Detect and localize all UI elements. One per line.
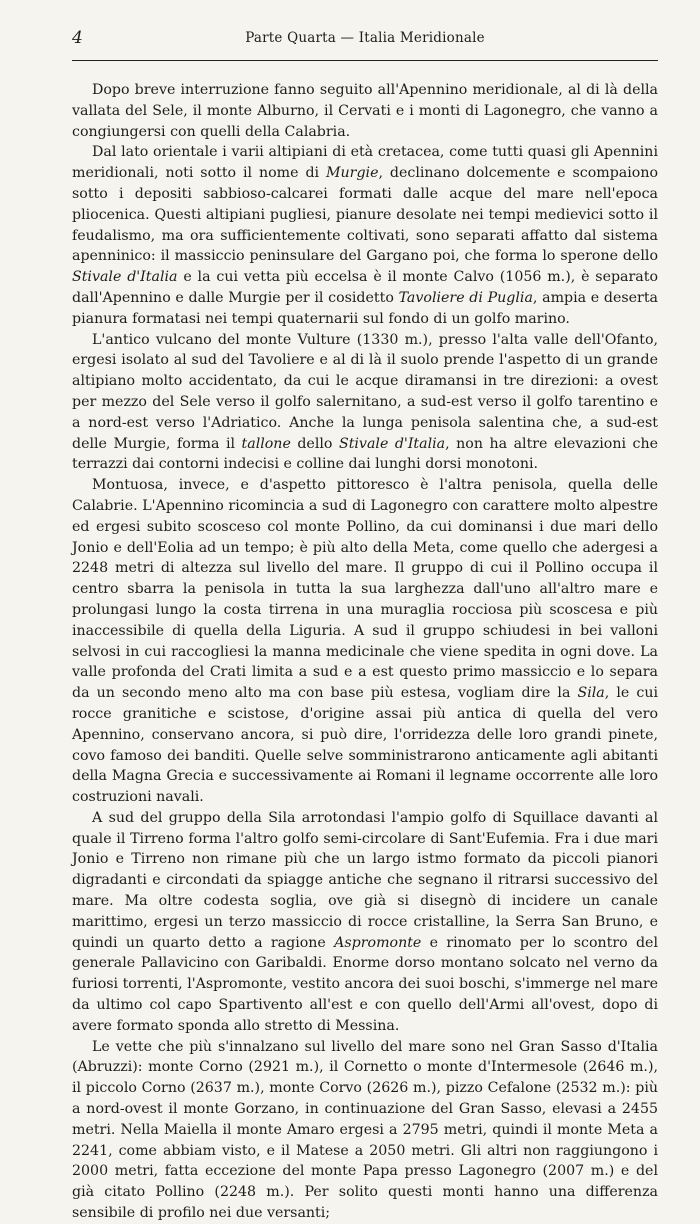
page-number: 4 — [72, 28, 83, 48]
text-run: Montuosa, invece, e d'aspetto pittoresco è l'altra penisola, quella delle Calabrie. L'Apennino ricomincia a sud di Lagonegro con carattere molto alpestre ed ergesi subito scosceso col monte Pollino, da cui dominansi i due mari dello Jonio e dell'Eolia ad un tempo; è più alto della Meta, come quello che adergesi a 2248 metri di altezza sul livello del mare. Il gruppo di cui il Pollino occupa il centro sbarra la penisola in tutta la sua larghezza dall'uno all'altro mare e prolungasi lungo la costa tirrena in una muraglia rocciosa più scoscesa e più inaccessibile di quella della Liguria. A sud il gruppo schiudesi in bei valloni selvosi in cui raccogliesi la manna medicinale che viene spedita in ogni dove. La valle profonda del Crati limita a sud e a est questo primo massiccio e lo separa da un secondo meno alto ma con base più estesa, vogliam dire la — [72, 477, 658, 702]
text-run: Dal lato orientale i varii altipiani di età cretacea, come tutti quasi gli Apennini meridionali, noti sotto il nome di — [72, 144, 658, 182]
italic-text: Murgie — [326, 165, 379, 182]
text-run: , le cui rocce granitiche e scistose, d'origine assai più antica di quella del vero Apennino, conservano ancora, si può dire, l'orridezza delle loro grandi pinete, covo famoso dei banditi. Quelle selve somministrarono anticamente agli abitanti della Magna Grecia e successivamente ai Romani il legname occorrente alle loro costruzioni navali. — [72, 685, 658, 806]
text-run: A sud del gruppo della Sila arrotondasi l'ampio golfo di Squillace davanti al quale il Tirreno forma l'altro golfo semi-circolare di Sant'Eufemia. Fra i due mari Jonio e Tirreno non rimane più che un largo istmo formato da piccoli pianori digradanti e circondati da spiagge antiche che segnano il ritrarsi successivo del mare. Ma oltre codesta soglia, ove già si disegnò di incidere un canale marittimo, ergesi un terzo massiccio di rocce cristalline, la Serra San Bruno, e quindi un quarto detto a ragione — [72, 809, 658, 951]
text-run: , non ha altre elevazioni che terrazzi dai contorni indecisi e colline dai lunghi dorsi monotoni. — [72, 435, 658, 473]
text-run: e la cui vetta più eccelsa è il monte Calvo (1056 m.), è separato dall'Apennino e dalle Murgie per il cosidetto — [72, 269, 658, 306]
italic-text: Sila — [577, 685, 605, 702]
text-run: dello — [290, 435, 339, 452]
header-rule — [72, 60, 658, 61]
text-run: Dopo breve interruzione fanno seguito all'Apennino meridionale, al di là della vallata del Sele, il monte Alburno, il Cervati e i monti di Lagonegro, che vanno a congiungersi con quelli della Calabria. — [72, 82, 658, 140]
paragraph — [72, 142, 658, 329]
italic-text: Stivale d'Italia — [72, 269, 178, 286]
running-title: Parte Quarta — Italia Meridionale — [245, 30, 485, 46]
paragraph — [72, 80, 658, 142]
text-run: , declinano dolcemente e scompaiono sotto i depositi sabbioso-calcarei formati dalle acque del mare nell'epoca pliocenica. Questi altipiani pugliesi, pianure desolate nei tempi medievici sotto il feudalismo, ma ora sufficientemente coltivati, sono separati affatto dal sistema apenninico: il massiccio peninsulare del Gargano poi, che forma lo sperone dello — [72, 165, 658, 265]
page-header — [72, 28, 658, 50]
italic-text: tallone — [241, 435, 291, 452]
text-run: Le vette che più s'innalzano sul livello del mare sono nel Gran Sasso d'Italia (Abruzzi): monte Corno (2921 m.), il Cornetto o monte d'Intermesole (2646 m.), il piccolo Corno (2637 m.), monte Corvo (2626 m.), pizzo Cefalone (2532 m.): più a nord-ovest il monte Gorzano, in continuazione del Gran Sasso, elevasi a 2455 metri. Nella Maiella il monte Amaro ergesi a 2795 metri, quindi il monte Meta a 2241, come abbiam visto, e il Matese a 2050 metri. Gli altri non raggiungono i 2000 metri, fatta eccezione del monte Papa presso Lagonegro (2007 m.) e del già citato Pollino (2248 m.). Per solito questi monti hanno una differenza sensibile di profilo nei due versanti; — [72, 1038, 658, 1222]
text-run: L'antico vulcano del monte Vulture (1330 m.), presso l'alta valle dell'Ofanto, ergesi isolato al sud del Tavoliere e al di là il suolo prende l'aspetto di un grande altipiano molto accidentato, da cui le acque diramansi in tre direzioni: a ovest per mezzo del Sele verso il golfo salernitano, a sud-est verso il golfo tarentino e a nord-est verso l'Adriatico. Anche la lunga penisola salentina che, a sud-est delle Murgie, forma il — [72, 331, 658, 452]
paragraph — [72, 330, 658, 476]
text-run: e rinomato per lo scontro del generale Pallavicino con Garibaldi. Enorme dorso montano solcato nel verno da furiosi torrenti, l'Aspromonte, vestito ancora dei suoi boschi, s'immerge nel mare da ultimo col capo Spartivento all'est e con quello dell'Armi all'ovest, dopo di avere formato sponda allo stretto di Messina. — [72, 934, 658, 1034]
body-text — [72, 80, 658, 1224]
paragraph — [72, 1037, 658, 1224]
italic-text: Stivale d'Italia — [338, 435, 446, 452]
italic-text: Tavoliere di Puglia — [398, 289, 533, 306]
text-run: , ampia e deserta pianura formatasi nei tempi quaternarii sul fondo di un golfo marino. — [72, 289, 658, 327]
paragraph — [72, 475, 658, 808]
paragraph — [72, 808, 658, 1037]
italic-text: Aspromonte — [334, 934, 422, 951]
